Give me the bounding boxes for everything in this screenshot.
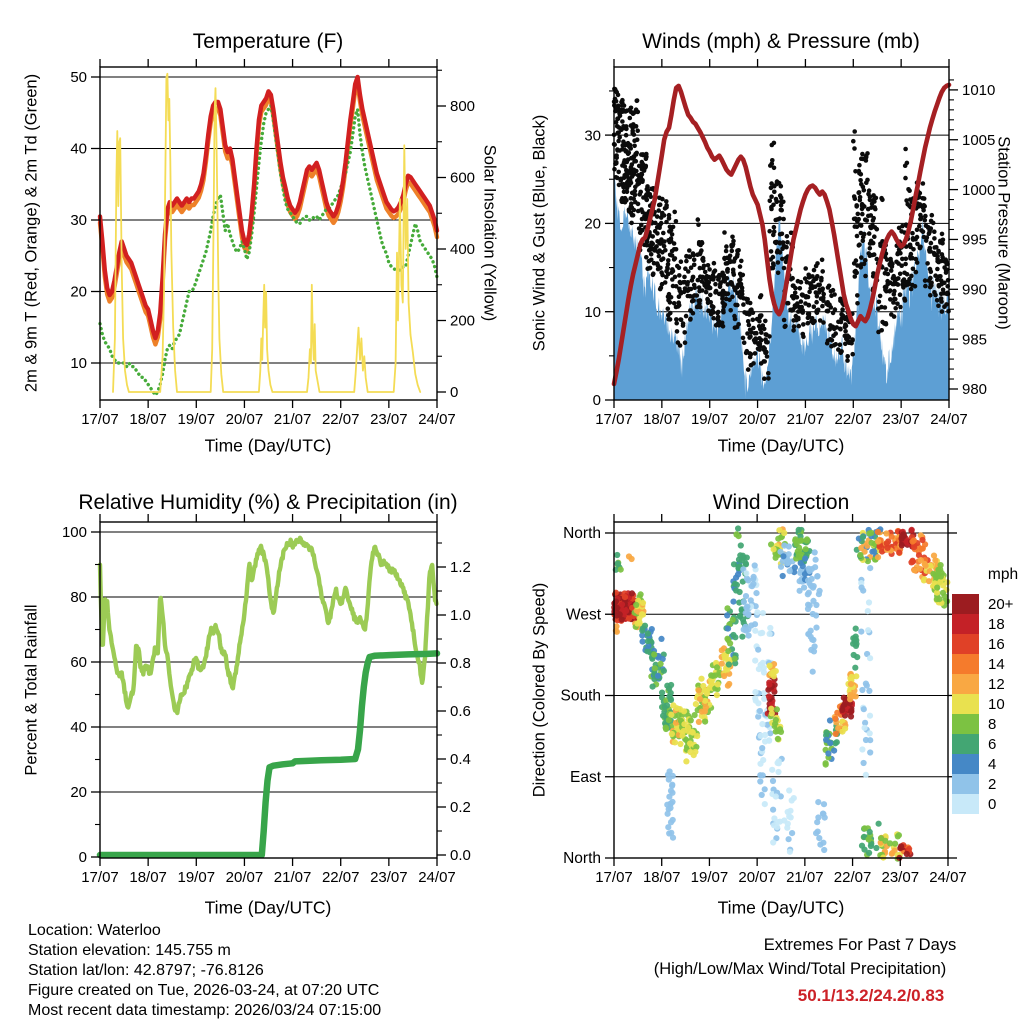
panel-title-winds-pressure: Winds (mph) & Pressure (mb): [642, 30, 920, 53]
svg-text:South: South: [560, 687, 601, 705]
svg-text:24/07: 24/07: [930, 411, 968, 428]
yaxis-label-wind-left: Sonic Wind & Gust (Blue, Black): [530, 114, 549, 352]
svg-text:22/07: 22/07: [834, 411, 873, 428]
svg-text:0.2: 0.2: [450, 799, 471, 817]
svg-text:0: 0: [592, 392, 601, 410]
svg-text:0.8: 0.8: [450, 655, 471, 673]
svg-text:0: 0: [988, 796, 997, 813]
svg-text:mph: mph: [987, 566, 1019, 583]
svg-text:1005: 1005: [962, 131, 996, 149]
svg-text:20/07: 20/07: [225, 869, 264, 886]
svg-text:985: 985: [962, 331, 988, 349]
svg-text:21/07: 21/07: [273, 869, 312, 886]
svg-text:600: 600: [450, 169, 476, 187]
svg-text:18/07: 18/07: [642, 869, 681, 886]
svg-text:400: 400: [450, 241, 476, 259]
extremes-subheading: (High/Low/Max Wind/Total Precipitation): [653, 960, 947, 978]
svg-text:24/07: 24/07: [418, 411, 456, 428]
svg-text:20: 20: [70, 784, 87, 802]
svg-text:990: 990: [962, 281, 988, 299]
svg-text:10: 10: [70, 355, 87, 373]
svg-text:17/07: 17/07: [81, 411, 119, 428]
svg-text:19/07: 19/07: [177, 869, 216, 886]
yaxis-label-pressure-right: Station Pressure (Maroon): [994, 136, 1013, 330]
svg-text:10: 10: [584, 303, 601, 321]
svg-text:1010: 1010: [962, 82, 996, 100]
svg-text:17/07: 17/07: [81, 869, 119, 886]
svg-text:40: 40: [70, 140, 87, 158]
yaxis-label-solar-right: Solar Insolation (Yellow): [480, 144, 499, 322]
svg-text:20+: 20+: [988, 596, 1014, 613]
svg-text:22/07: 22/07: [833, 869, 872, 886]
extremes-heading: Extremes For Past 7 Days: [763, 936, 957, 954]
svg-text:14: 14: [988, 656, 1005, 673]
station-elevation: Station elevation: 145.755 m: [28, 942, 231, 959]
svg-text:20/07: 20/07: [738, 869, 776, 886]
svg-text:1.0: 1.0: [450, 607, 471, 625]
svg-text:18/07: 18/07: [129, 411, 167, 428]
svg-text:19/07: 19/07: [690, 869, 729, 886]
xaxis-label-wind-direction: Time (Day/UTC): [717, 897, 845, 918]
yaxis-label-percent-rainfall: Percent & Total Rainfall: [22, 604, 41, 776]
svg-text:23/07: 23/07: [881, 869, 920, 886]
panel-title-wind-direction: Wind Direction: [712, 491, 850, 514]
station-info-block: [28, 921, 381, 1021]
svg-text:10: 10: [988, 696, 1005, 713]
svg-text:East: East: [569, 768, 601, 786]
most-recent-data-timestamp: Most recent data timestamp: 2026/03/24 07:15:00: [28, 1002, 382, 1019]
svg-text:0.4: 0.4: [450, 751, 471, 769]
svg-text:21/07: 21/07: [273, 411, 312, 428]
svg-text:20: 20: [584, 215, 601, 233]
svg-text:6: 6: [988, 736, 997, 753]
svg-text:30: 30: [70, 212, 87, 230]
svg-text:40: 40: [70, 719, 87, 737]
svg-text:17/07: 17/07: [595, 411, 633, 428]
svg-text:17/07: 17/07: [595, 869, 633, 886]
svg-text:23/07: 23/07: [370, 869, 408, 886]
svg-text:4: 4: [988, 756, 997, 773]
yaxis-label-direction: Direction (Colored By Speed): [530, 582, 549, 798]
svg-text:0: 0: [450, 384, 459, 402]
svg-text:100: 100: [61, 524, 87, 542]
svg-text:800: 800: [450, 98, 476, 116]
svg-text:23/07: 23/07: [882, 411, 920, 428]
svg-text:North: North: [563, 850, 601, 868]
svg-text:30: 30: [584, 127, 601, 145]
svg-text:8: 8: [988, 716, 997, 733]
panel-title-humidity-precip: Relative Humidity (%) & Precipitation (in): [78, 491, 458, 514]
svg-text:50: 50: [70, 69, 87, 87]
svg-text:20/07: 20/07: [225, 411, 264, 428]
svg-text:20: 20: [70, 283, 87, 301]
svg-text:0: 0: [78, 849, 87, 867]
svg-text:12: 12: [988, 676, 1005, 693]
svg-text:21/07: 21/07: [786, 411, 825, 428]
xaxis-label-winds: Time (Day/UTC): [717, 435, 845, 456]
xaxis-label-temperature: Time (Day/UTC): [204, 435, 332, 456]
svg-text:22/07: 22/07: [321, 869, 360, 886]
panel-title-temperature: Temperature (F): [192, 30, 344, 53]
station-latlon: Station lat/lon: 42.8797; -76.8126: [28, 962, 264, 979]
svg-text:1000: 1000: [962, 181, 996, 199]
svg-text:North: North: [563, 525, 601, 543]
svg-text:16: 16: [988, 636, 1005, 653]
svg-text:19/07: 19/07: [177, 411, 216, 428]
svg-text:24/07: 24/07: [929, 869, 967, 886]
svg-text:18/07: 18/07: [129, 869, 167, 886]
svg-text:20/07: 20/07: [738, 411, 777, 428]
svg-text:18/07: 18/07: [643, 411, 681, 428]
svg-text:22/07: 22/07: [321, 411, 360, 428]
svg-text:995: 995: [962, 231, 988, 249]
svg-text:18: 18: [988, 616, 1005, 633]
svg-text:West: West: [565, 606, 601, 624]
extremes-values: 50.1/13.2/24.2/0.83: [797, 986, 945, 1005]
svg-text:0.0: 0.0: [450, 847, 471, 865]
svg-text:60: 60: [70, 654, 87, 672]
svg-text:1.2: 1.2: [450, 559, 471, 577]
yaxis-label-temperature-left: 2m & 9m T (Red, Orange) & 2m Td (Green): [22, 73, 41, 393]
xaxis-label-humidity: Time (Day/UTC): [204, 897, 332, 918]
svg-text:19/07: 19/07: [690, 411, 729, 428]
figure-created-timestamp: Figure created on Tue, 2026-03-24, at 07:20 UTC: [28, 982, 380, 999]
svg-text:200: 200: [450, 312, 476, 330]
svg-text:80: 80: [70, 589, 87, 607]
svg-text:24/07: 24/07: [418, 869, 456, 886]
svg-text:980: 980: [962, 381, 988, 399]
svg-text:21/07: 21/07: [786, 869, 824, 886]
station-location: Location: Waterloo: [28, 922, 161, 939]
svg-text:0.6: 0.6: [450, 703, 471, 721]
svg-text:23/07: 23/07: [370, 411, 408, 428]
svg-text:2: 2: [988, 776, 997, 793]
